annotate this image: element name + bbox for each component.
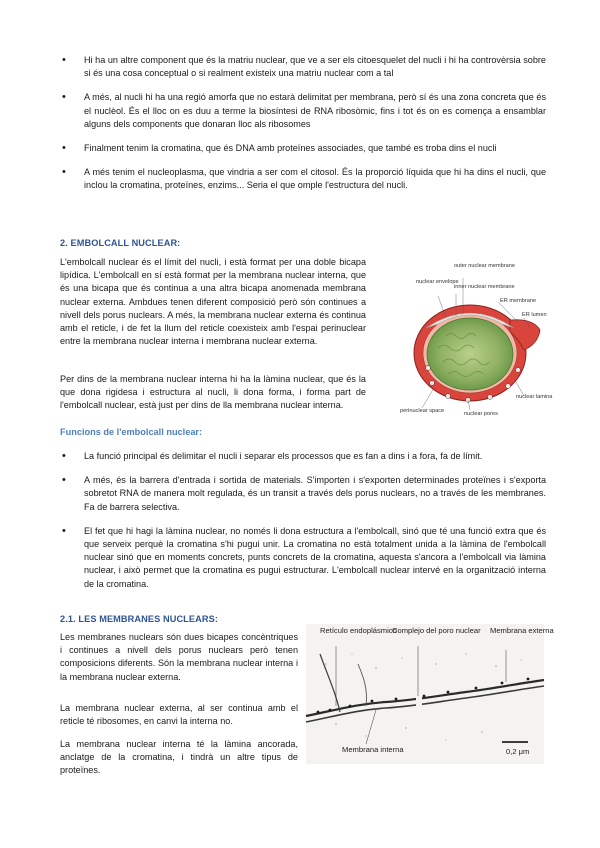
list-item: • La funció principal és delimitar el nucli i separar els processos que es fan a dins i a fora, fa de límit. — [62, 450, 483, 462]
figure-label-envelope: nuclear envelope — [416, 279, 459, 285]
micrograph-label-poro: Complejo del poro nuclear — [392, 626, 481, 635]
bullet-icon: • — [62, 142, 66, 155]
functions-bullet-list — [62, 450, 546, 602]
paragraph: L'embolcall nuclear és el límit del nucli, i està format per una doble bicapa lipídica. L'embolcall en sí està format per la membrana nuclear interna, que és una bicapa que és continua a una altra bicapa anomenada membrana nuclear externa. Ambdues tenen diferent composició però són continues a nivell dels porus nuclears. A més, la membrana nuclear externa és continua amb el reticle, i de fet la llum del reticle coexisteix amb l'espai perinuclear entre la membrana nuclear interna i membrana nuclear externa. — [60, 257, 366, 347]
figure-label-er-membrane: ER membrane — [500, 298, 537, 304]
bullet-icon: • — [62, 54, 66, 66]
bullet-icon: • — [62, 166, 66, 179]
figure-label-pores: nuclear pores — [464, 411, 498, 417]
list-item: • A més, és la barrera d'entrada i sortida de materials. S'importen i s'exporten determinades proteïnes i s'exporta sobretot RNA de manera molt regulada, és un transit a través dels porus nuclears, no a través de les membranes. Fa de barrera selectiva. — [62, 474, 546, 512]
paragraph: La membrana nuclear interna té la làmina ancorada, anclatge de la cromatina, i tindrà un altre tipus de proteïnes. — [60, 739, 298, 776]
micrograph-label-interna: Membrana interna — [342, 745, 404, 754]
micrograph-label-reticulo: Retículo endoplásmico — [320, 626, 397, 635]
paragraph: La membrana nuclear externa, al ser continua amb el reticle té ribosomes, en canvi la interna no. — [60, 703, 298, 727]
micrograph-figure — [306, 624, 554, 764]
list-item: • A més, al nucli hi ha una regió amorfa que no estarà delimitat per membrana, però sí és una zona concreta que és el nuclèol. És el lloc on es duu a terme la biosíntesi de RNA ribosòmic, fins i tot és on es comença a ensamblar alguns dels components que donaran lloc als ribosomes — [62, 91, 546, 129]
subsection-heading: Funcions de l'embolcall nuclear: — [60, 427, 203, 437]
bullet-icon: • — [62, 91, 66, 104]
nuclear-envelope-figure — [398, 258, 553, 417]
micrograph-label-externa: Membrana externa — [490, 626, 554, 635]
figure-label-outer: outer nuclear membrane — [454, 263, 515, 269]
section-heading: 2. EMBOLCALL NUCLEAR: — [60, 238, 181, 248]
section-heading: 2.1. LES MEMBRANES NUCLEARS: — [60, 614, 218, 624]
micrograph-scale-label: 0,2 μm — [506, 747, 530, 756]
figure-label-er-lumen: ER lumen — [522, 312, 547, 318]
bullet-icon: • — [62, 474, 66, 487]
top-bullet-list — [62, 54, 546, 204]
paragraph: Per dins de la membrana nuclear interna hi ha la làmina nuclear, que és la que dona rigidesa i estructura al nucli, li dona forma, i forma part de l'embolcall nuclear, està just per dins de lla membrana nuclear interna. — [60, 374, 366, 411]
figure-label-lamina: nuclear lamina — [516, 394, 553, 400]
paragraph: Les membranes nuclears són dues bicapes concèntriques i continues a nivell dels porus nuclears però tenen composicions diferents. Són la membrana nuclear interna i la membrana nuclear externa. — [60, 632, 298, 682]
bullet-icon: • — [62, 450, 66, 462]
bullet-icon: • — [62, 524, 66, 537]
list-item: • El fet que hi hagi la làmina nuclear, no només li dona estructura a l'embolcall, sinó que té una funció extra que és que serveix perquè la cromatina s'hi pugui unir. La cromatina no està totalment unida a la làmina de l'embolcall nuclear sinó que en moments concrets, punts concrets de la cromatina, aquesta s'ancora a l'embolcall via làmina nuclear, i això permet que la cromatina es pugui estructurar. L'embolcall nuclear intervé en la organització interna de la cromatina. — [62, 524, 546, 589]
list-item: • Finalment tenim la cromatina, que és DNA amb proteïnes associades, que també es troba dins el nucli — [62, 142, 497, 155]
figure-label-perinuclear: perinuclear space — [400, 408, 445, 414]
list-item: • Hi ha un altre component que és la matriu nuclear, que ve a ser els citoesquelet del nucli i hi ha controvèrsia sobre si és una cosa conceptual o si realment existeix una matriu nuclear com a tal — [62, 54, 546, 79]
figure-label-inner: inner nuclear membrane — [454, 284, 515, 290]
list-item: • A més tenim el nucleoplasma, que vindria a ser com el citosol. És la proporció líquida que hi ha dins el nucli, que inclou la cromatina, proteïnes, enzims... Seria el que omple l'estructura del nucli. — [62, 166, 546, 191]
